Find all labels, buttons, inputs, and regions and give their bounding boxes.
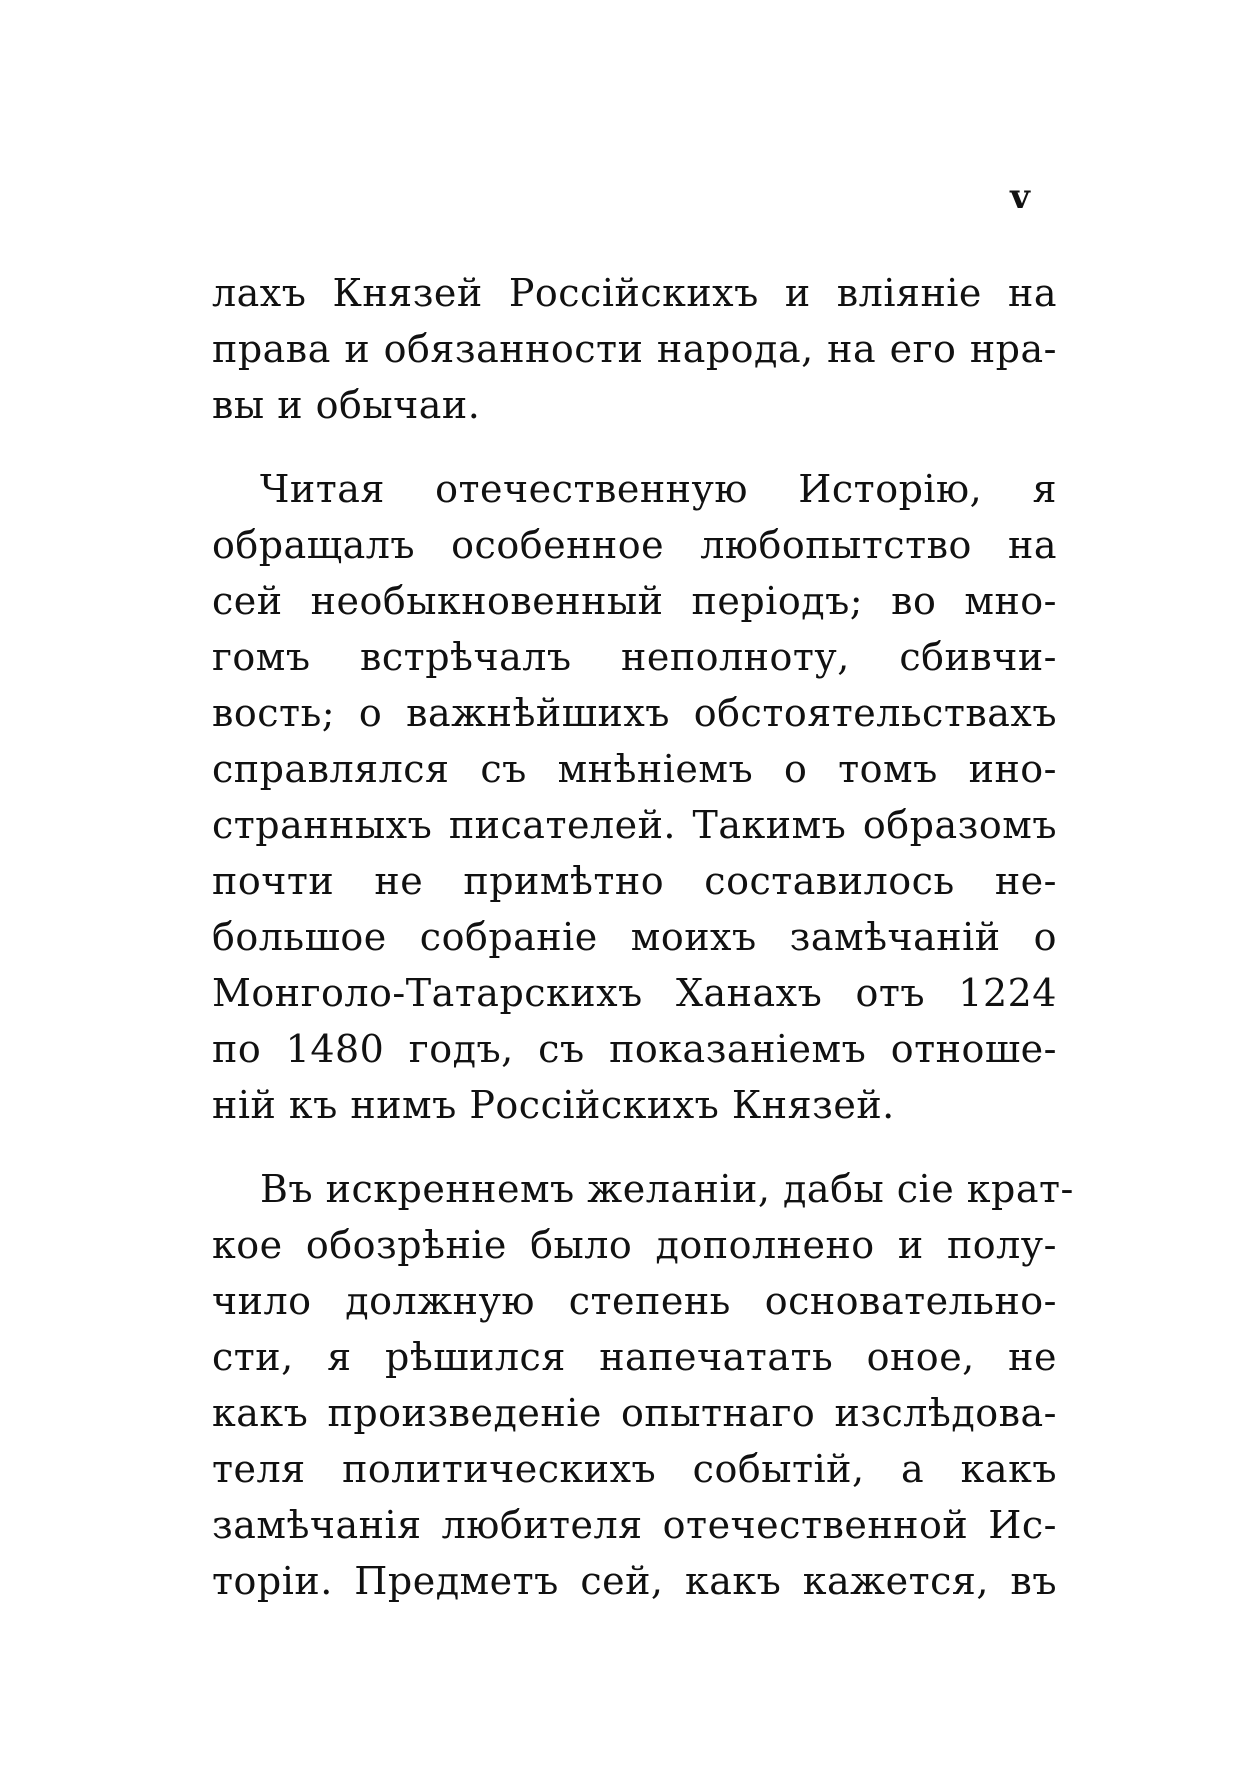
body-text [212, 265, 1074, 1609]
text-line: сей необыкновенный перiодъ; во мно- [212, 579, 1057, 623]
paragraph-3 [212, 1161, 1074, 1609]
paragraph-gap [212, 433, 1057, 461]
text-line: какъ произведенiе опытнаго изслѣдова- [212, 1391, 1057, 1435]
text-line: вость; о важнѣйшихъ обстоятельствахъ [212, 691, 1057, 735]
text-line: лахъ Князей Россiйскихъ и влiянiе на [212, 271, 1057, 315]
text-line: вы и обычаи. [212, 383, 481, 427]
text-line: теля политическихъ событiй, а какъ [212, 1447, 1057, 1491]
page-number: v [1010, 177, 1030, 217]
text-line: торiи. Предметъ сей, какъ кажется, въ [212, 1559, 1057, 1603]
paragraph-1 [212, 265, 1057, 433]
text-line: почти не примѣтно составилось не- [212, 859, 1057, 903]
paragraph-2 [212, 461, 1057, 1133]
text-line: гомъ встрѣчалъ неполноту, сбивчи- [212, 635, 1057, 679]
text-line: большое собранiе моихъ замѣчанiй о [212, 915, 1057, 959]
text-line: странныхъ писателей. Такимъ образомъ [212, 803, 1057, 847]
text-line: Читая отечественную Исторiю, я [260, 467, 1057, 511]
text-line: Монголо-Татарскихъ Ханахъ отъ 1224 [212, 971, 1057, 1015]
text-line: замѣчанiя любителя отечественной Ис- [212, 1503, 1057, 1547]
text-line: Въ искреннемъ желанiи, дабы сiе крат- [260, 1167, 1074, 1211]
text-line: кое обозрѣнiе было дополнено и полу- [212, 1223, 1057, 1267]
text-line: права и обязанности народа, на его нра- [212, 327, 1057, 371]
text-line: нiй къ нимъ Россiйскихъ Князей. [212, 1083, 895, 1127]
text-line: справлялся съ мнѣнiемъ о томъ ино- [212, 747, 1057, 791]
text-line: сти, я рѣшился напечатать оное, не [212, 1335, 1057, 1379]
text-line: обращалъ особенное любопытство на [212, 523, 1057, 567]
text-line: по 1480 годъ, съ показанiемъ отноше- [212, 1027, 1057, 1071]
text-line: чило должную степень основательно- [212, 1279, 1057, 1323]
paragraph-gap [212, 1133, 1057, 1161]
